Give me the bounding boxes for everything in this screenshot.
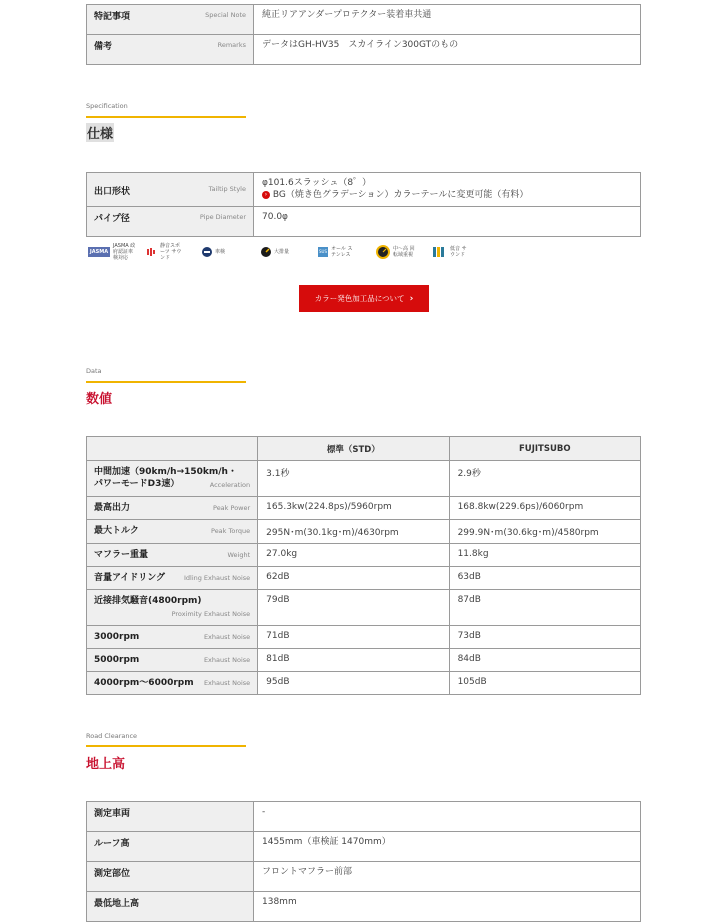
fujitsubo-value: 11.8kg	[449, 544, 640, 567]
row-label-en: Peak Power	[213, 504, 251, 512]
row-value: データはGH-HV35 スカイライン300GTのもの	[254, 35, 641, 65]
feature-text: 低音 サウンド	[450, 246, 467, 258]
row-label: 中間加速（90km/h→150km/h・パワーモードD3速）	[94, 467, 237, 489]
row-header	[87, 862, 254, 892]
table-row	[87, 207, 641, 237]
feature-text: 車検	[215, 249, 226, 255]
feature-text: 静音スポーツ サウンド	[160, 243, 182, 261]
spec-table	[86, 172, 641, 237]
row-label-en: Idling Exhaust Noise	[183, 574, 251, 582]
row-label-en: Pipe Diameter	[199, 213, 246, 221]
header-empty	[87, 437, 258, 461]
row-value: 1455mm（車検証 1470mm）	[254, 832, 641, 862]
feature-badge	[433, 243, 470, 261]
clearance-table	[86, 801, 641, 922]
feature-text: 中〜高 回転域重視	[393, 246, 415, 258]
section-subtitle: Road Clearance	[86, 732, 138, 740]
gauge-icon	[261, 247, 271, 257]
muffler-icon	[202, 247, 212, 257]
std-value: 81dB	[258, 649, 449, 672]
std-value: 95dB	[258, 672, 449, 695]
table-row	[87, 862, 641, 892]
row-label: 特記事項	[94, 12, 131, 22]
row-header	[87, 626, 258, 649]
spec-line-note	[262, 189, 632, 201]
table-row	[87, 649, 641, 672]
row-header	[87, 520, 258, 544]
feature-badge	[88, 243, 137, 261]
feature-text: 大排量	[274, 249, 290, 255]
meter-icon	[376, 245, 390, 259]
table-row	[87, 497, 641, 520]
row-label-en: Proximity Exhaust Noise	[171, 610, 251, 618]
row-label: 音量アイドリング	[94, 573, 166, 583]
table-row	[87, 544, 641, 567]
data-table	[86, 436, 641, 695]
table-row	[87, 35, 641, 65]
section-divider	[86, 381, 246, 383]
row-header	[87, 173, 254, 207]
feature-badge	[318, 243, 355, 261]
table-row	[87, 672, 641, 695]
row-value: 138mm	[254, 892, 641, 922]
feature-badge	[202, 243, 225, 261]
fujitsubo-value: 105dB	[449, 672, 640, 695]
fujitsubo-value: 73dB	[449, 626, 640, 649]
jasma-icon: JASMA	[89, 249, 109, 255]
std-value: 295N･m(30.1kg･m)/4630rpm	[258, 520, 449, 544]
row-label: 5000rpm	[94, 655, 140, 665]
feature-badge	[376, 243, 417, 261]
row-header	[87, 5, 254, 35]
std-value: 165.3kw(224.8ps)/5960rpm	[258, 497, 449, 520]
button-label: カラー発色加工品について	[314, 294, 405, 303]
fujitsubo-value: 87dB	[449, 590, 640, 626]
table-row	[87, 173, 641, 207]
std-value: 62dB	[258, 567, 449, 590]
row-header	[87, 892, 254, 922]
std-value: 27.0kg	[258, 544, 449, 567]
top-table	[86, 4, 641, 65]
row-label: 出口形状	[94, 187, 131, 197]
fujitsubo-value: 2.9秒	[449, 461, 640, 497]
fujitsubo-value: 63dB	[449, 567, 640, 590]
row-label: 備考	[94, 42, 113, 52]
table-row	[87, 892, 641, 922]
bars-icon	[433, 247, 447, 257]
std-value: 71dB	[258, 626, 449, 649]
row-header	[87, 649, 258, 672]
table-row	[87, 520, 641, 544]
row-header	[87, 544, 258, 567]
row-value: フロントマフラー前部	[254, 862, 641, 892]
section-subtitle: Data	[86, 367, 102, 375]
row-label-en: Acceleration	[209, 481, 251, 489]
spec-line: φ101.6スラッシュ（8゜）	[262, 178, 372, 188]
row-label-en: Tailtip Style	[208, 185, 246, 193]
table-row	[87, 567, 641, 590]
row-value	[254, 173, 641, 207]
fujitsubo-value: 299.9N･m(30.6kg･m)/4580rpm	[449, 520, 640, 544]
row-label-en: Exhaust Noise	[203, 656, 251, 664]
row-value: -	[254, 802, 641, 832]
table-header-row	[87, 437, 641, 461]
color-processing-button[interactable]	[299, 285, 429, 312]
row-header	[87, 802, 254, 832]
arrow-circle-icon: ›	[262, 191, 270, 199]
section-divider	[86, 745, 246, 747]
table-row	[87, 590, 641, 626]
sound-icon	[147, 247, 157, 257]
row-header	[87, 35, 254, 65]
section-subtitle: Specification	[86, 102, 128, 110]
table-row	[87, 5, 641, 35]
row-label: 最低地上高	[94, 899, 140, 909]
fujitsubo-value: 168.8kw(229.6ps)/6060rpm	[449, 497, 640, 520]
stainless-icon: SUS	[318, 247, 328, 257]
table-row	[87, 832, 641, 862]
feature-text: オール ステンレス	[331, 246, 353, 258]
row-label-en: Exhaust Noise	[203, 633, 251, 641]
row-header	[87, 497, 258, 520]
col-header-fujitsubo: FUJITSUBO	[449, 437, 640, 461]
col-header-std: 標準（STD）	[258, 437, 449, 461]
row-label: 測定部位	[94, 869, 131, 879]
row-header	[87, 672, 258, 695]
chevron-right-icon: ›	[409, 293, 414, 304]
row-header	[87, 567, 258, 590]
row-label: ルーフ高	[94, 839, 130, 849]
row-value: 70.0φ	[254, 207, 641, 237]
row-header	[87, 590, 258, 626]
row-label-en: Exhaust Noise	[203, 679, 251, 687]
spec-note-text: BG（焼き色グラデーション）カラーテールに変更可能（有料）	[272, 190, 529, 200]
row-label: マフラー重量	[94, 550, 149, 560]
row-label: 4000rpm〜6000rpm	[94, 678, 194, 688]
section-title: 数値	[86, 392, 113, 407]
row-header	[87, 207, 254, 237]
row-label: 最高出力	[94, 503, 131, 513]
fujitsubo-value: 84dB	[449, 649, 640, 672]
row-label: 最大トルク	[94, 526, 139, 536]
section-title: 仕様	[86, 123, 114, 142]
row-label: 3000rpm	[94, 632, 140, 642]
row-label-en: Weight	[227, 551, 251, 559]
row-value: 純正リアアンダープロテクター装着車共通	[254, 5, 641, 35]
section-divider	[86, 116, 246, 118]
row-header	[87, 832, 254, 862]
row-label: 測定車両	[94, 809, 131, 819]
row-label-en: Remarks	[217, 41, 246, 49]
table-row	[87, 626, 641, 649]
std-value: 79dB	[258, 590, 449, 626]
std-value: 3.1秒	[258, 461, 449, 497]
row-header	[87, 461, 258, 497]
row-label-en: Special Note	[205, 11, 246, 19]
section-title: 地上高	[86, 757, 126, 772]
feature-badge	[261, 243, 289, 261]
feature-badge	[147, 243, 184, 261]
row-label: 近接排気騒音(4800rpm)	[94, 596, 202, 606]
table-row	[87, 802, 641, 832]
table-row	[87, 461, 641, 497]
row-label: パイプ径	[94, 214, 130, 224]
row-label-en: Peak Torque	[211, 527, 251, 535]
feature-text: JASMA 政府認証車検対応	[113, 243, 136, 261]
